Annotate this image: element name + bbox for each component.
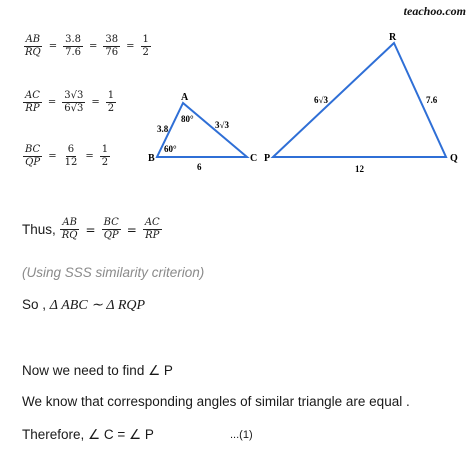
numerator: AC — [144, 217, 160, 228]
denominator: RP — [25, 102, 40, 114]
equals-sign: = — [89, 40, 98, 52]
equals-sign: = — [47, 96, 57, 108]
equals-sign: = — [85, 150, 94, 162]
denominator: 7.6 — [65, 46, 82, 58]
side-label-ab: 3.8 — [157, 124, 169, 134]
triangle-pqr — [264, 32, 458, 174]
denominator: 76 — [105, 46, 119, 58]
numerator: 3.8 — [65, 33, 82, 45]
vertex-label-b: B — [148, 153, 155, 164]
numerator: 1 — [107, 89, 115, 101]
denominator: 12 — [64, 156, 78, 168]
side-label-ac: 3√3 — [215, 120, 229, 130]
therefore-line: Therefore, ∠ C = ∠ P — [22, 427, 154, 442]
fraction-ab-rq — [59, 217, 81, 242]
thus-prefix: Thus, — [22, 222, 56, 237]
numerator: 3√3 — [64, 89, 84, 101]
denominator: RQ — [61, 230, 78, 241]
denominator: 2 — [142, 46, 149, 58]
vertex-label-a: A — [181, 92, 189, 103]
numerator: AC — [25, 89, 40, 101]
triangle-abc — [148, 92, 257, 172]
denominator: RQ — [25, 46, 41, 58]
find-angle-line: Now we need to find ∠ P — [22, 363, 173, 378]
side-label-bc: 6 — [197, 162, 202, 172]
angle-label-a: 80° — [181, 114, 194, 124]
denominator: 2 — [101, 156, 109, 168]
vertex-label-r: R — [389, 32, 397, 43]
equals-sign: = — [126, 222, 137, 237]
vertex-label-c: C — [250, 153, 258, 164]
side-label-pr: 6√3 — [314, 95, 328, 105]
numerator: BC — [103, 217, 119, 228]
numerator: BC — [25, 143, 41, 155]
conclusion-prefix: So , — [22, 297, 47, 312]
equals-sign: = — [48, 150, 57, 162]
numerator: 38 — [105, 33, 119, 45]
triangle-pqr-outline — [273, 43, 446, 157]
side-label-rq: 7.6 — [426, 95, 438, 105]
thus-equation — [22, 217, 163, 242]
vertex-label-q: Q — [450, 153, 458, 164]
numerator: AB — [25, 33, 41, 45]
equals-sign: = — [91, 96, 100, 108]
similarity-statement: Δ ABC ∼ Δ RQP — [49, 298, 146, 313]
numerator: 1 — [142, 33, 149, 45]
denominator: QP — [103, 230, 119, 241]
numerator: AB — [62, 217, 77, 228]
denominator: QP — [25, 156, 41, 168]
equals-sign: = — [126, 40, 135, 52]
teachoo-watermark: teachoo.com — [403, 4, 466, 18]
angle-label-b: 60° — [164, 144, 177, 154]
side-label-pq: 12 — [355, 164, 364, 174]
denominator: 2 — [107, 102, 115, 114]
equals-sign: = — [85, 222, 96, 237]
equation-reference: ...(1) — [230, 429, 253, 441]
equals-sign: = — [48, 40, 58, 52]
conclusion-line — [22, 297, 145, 314]
denominator: 6√3 — [64, 102, 84, 114]
corresponding-angles-line: We know that corresponding angles of similar triangle are equal . — [22, 394, 410, 409]
numerator: 6 — [67, 143, 75, 155]
vertex-label-p: P — [264, 153, 271, 164]
criterion-note: (Using SSS similarity criterion) — [22, 265, 205, 280]
denominator: RP — [145, 230, 160, 241]
numerator: 1 — [101, 143, 109, 155]
fraction-bc-qp — [101, 217, 122, 242]
fraction-ac-rp — [142, 217, 163, 242]
